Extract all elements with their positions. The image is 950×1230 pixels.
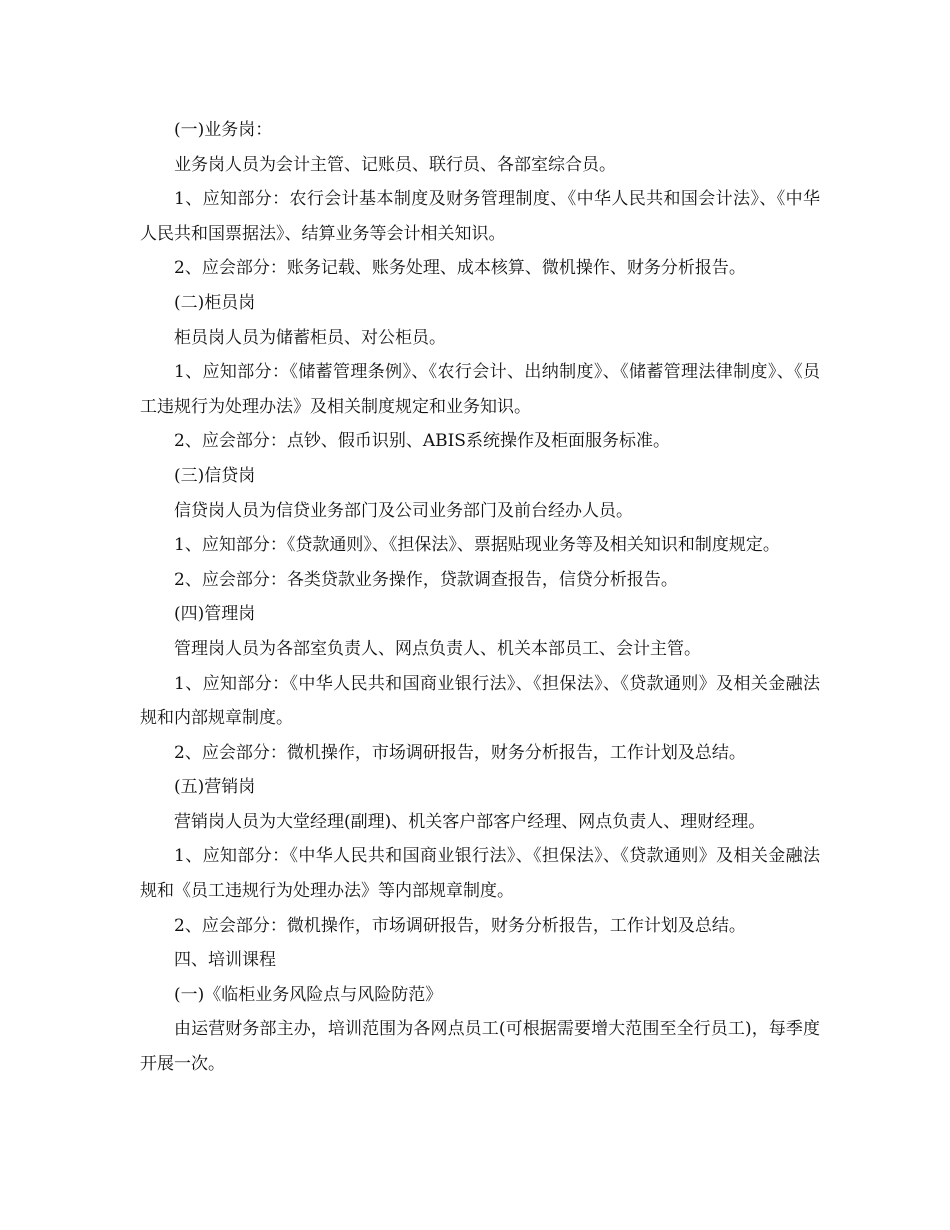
section-heading-teller-post: (二)柜员岗: [174, 292, 256, 313]
paragraph-course-one-details: 由运营财务部主办，培训范围为各网点员工(可根据需要增大范围至全行员工)，每季度开展一次。: [140, 1019, 820, 1075]
section-heading-credit-post: (三)信贷岗: [174, 465, 256, 486]
section-heading-management-post: (四)管理岗: [174, 604, 256, 625]
section-heading-training-courses: 四、培训课程: [174, 950, 276, 971]
paragraph-teller-post-skills: 2、应会部分：点钞、假币识别、ABIS系统操作及柜面服务标准。: [174, 431, 670, 452]
paragraph-management-post-knowledge: 1、应知部分：《中华人民共和国商业银行法》、《担保法》、《贷款通则》及相关金融法规和内部规章制度。: [140, 673, 820, 729]
paragraph-business-post-knowledge: 1、应知部分：农行会计基本制度及财务管理制度、《中华人民共和国会计法》、《中华人民共和国票据法》、结算业务等会计相关知识。: [140, 189, 820, 244]
paragraph-management-post-staff: 管理岗人员为各部室负责人、网点负责人、机关本部员工、会计主管。: [174, 638, 701, 659]
paragraph-management-post-skills: 2、应会部分：微机操作，市场调研报告，财务分析报告，工作计划及总结。: [174, 742, 746, 763]
document-body: [140, 113, 820, 1082]
paragraph-business-post-skills: 2、应会部分：账务记载、账务处理、成本核算、微机操作、财务分析报告。: [174, 258, 746, 279]
section-heading-marketing-post: (五)营销岗: [174, 777, 256, 798]
paragraph-teller-post-staff: 柜员岗人员为储蓄柜员、对公柜员。: [174, 327, 446, 348]
paragraph-marketing-post-knowledge: 1、应知部分：《中华人民共和国商业银行法》、《担保法》、《贷款通则》及相关金融法规和《员工违规行为处理办法》等内部规章制度。: [140, 846, 820, 902]
paragraph-marketing-post-staff: 营销岗人员为大堂经理(副理)、机关客户部客户经理、网点负责人、理财经理。: [174, 811, 766, 832]
paragraph-business-post-staff: 业务岗人员为会计主管、记账员、联行员、各部室综合员。: [174, 154, 616, 175]
section-heading-business-post: (一)业务岗：: [174, 120, 273, 140]
paragraph-credit-post-skills: 2、应会部分：各类贷款业务操作，贷款调查报告，信贷分析报告。: [174, 569, 678, 590]
paragraph-teller-post-knowledge: 1、应知部分：《储蓄管理条例》、《农行会计、出纳制度》、《储蓄管理法律制度》、《员工违规行为处理办法》及相关制度规定和业务知识。: [140, 362, 820, 417]
paragraph-marketing-post-skills: 2、应会部分：微机操作，市场调研报告，财务分析报告，工作计划及总结。: [174, 915, 746, 936]
subsection-heading-course-one: (一)《临柜业务风险点与风险防范》: [174, 984, 443, 1005]
paragraph-credit-post-staff: 信贷岗人员为信贷业务部门及公司业务部门及前台经办人员。: [174, 500, 633, 521]
paragraph-credit-post-knowledge: 1、应知部分：《贷款通则》、《担保法》、票据贴现业务等及相关知识和制度规定。: [174, 535, 780, 556]
